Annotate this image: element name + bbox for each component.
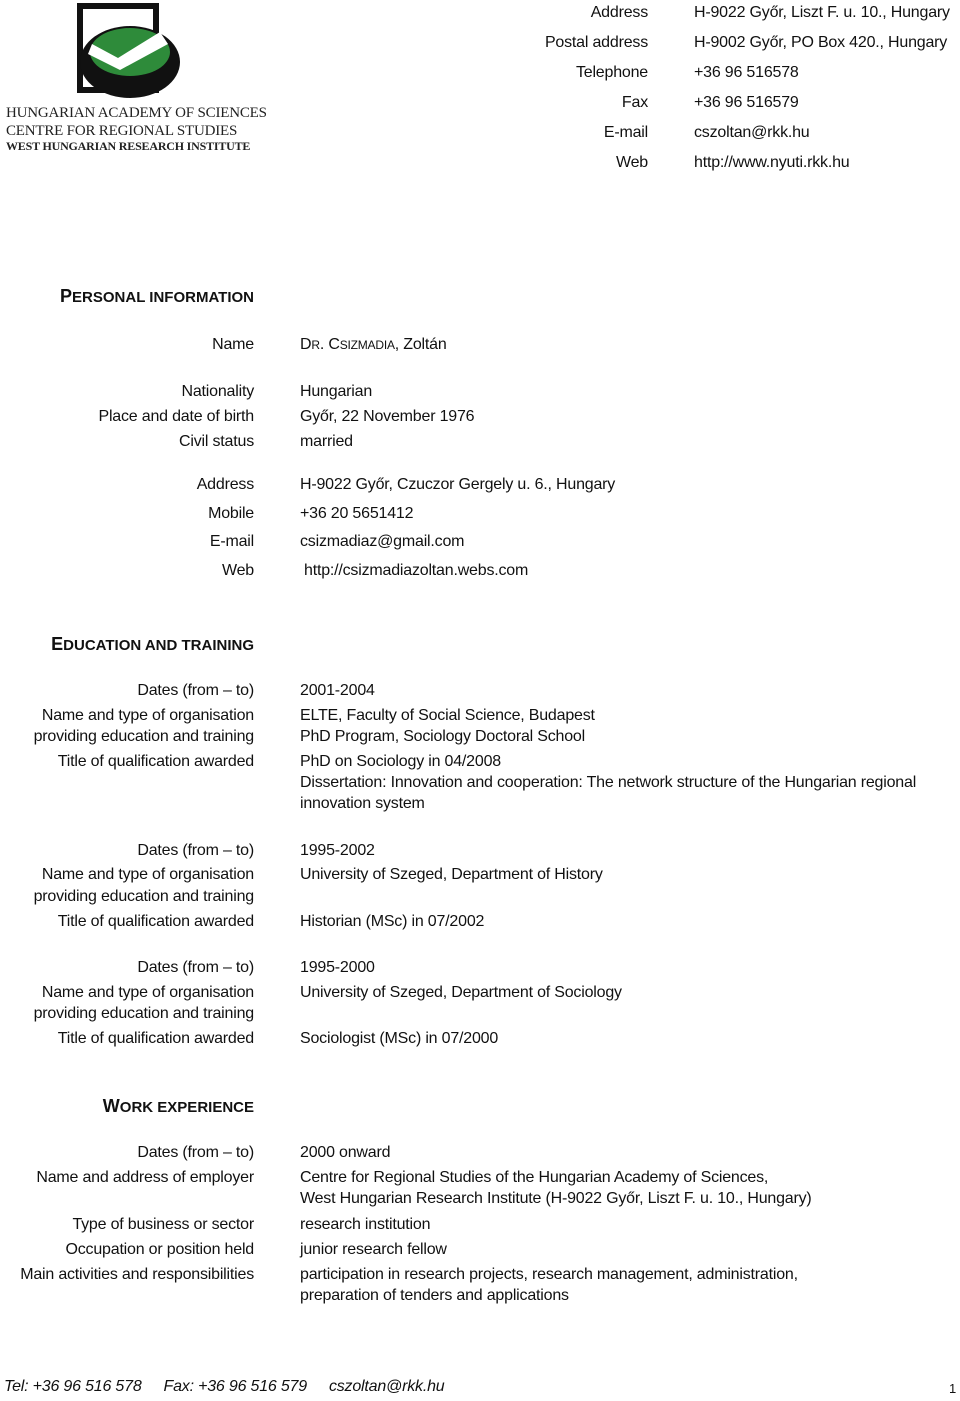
edu-org-label-2: providing education and training (33, 1005, 254, 1022)
sector-value: research institution (300, 1216, 431, 1233)
address-value: H-9022 Győr, Czuczor Gergely u. 6., Hungary (300, 476, 616, 493)
contact-value: +36 96 516578 (694, 64, 799, 81)
email-label: E-mail (209, 533, 254, 550)
email-link[interactable]: csizmadiaz@gmail.com (300, 533, 465, 550)
page-footer (4, 1378, 466, 1396)
edu-org-label: Name and type of organisation (41, 984, 254, 1001)
work-dates-value: 2000 onward (300, 1144, 391, 1161)
web-label: Web (221, 562, 254, 579)
contact-row (0, 31, 960, 55)
edu-org-label-2: providing education and training (33, 728, 254, 745)
edu-dates-label: Dates (from – to) (137, 682, 254, 699)
name-value: DR. CSIZMADIA, Zoltán (300, 336, 447, 353)
birth-value: Győr, 22 November 1976 (300, 408, 475, 425)
edu-org-value: University of Szeged, Department of History (300, 866, 603, 883)
section-title-personal: PERSONAL INFORMATION (60, 286, 254, 306)
edu-dates-label: Dates (from – to) (137, 959, 254, 976)
footer-tel: Tel: +36 96 516 578 (4, 1378, 142, 1395)
employer-value-2: West Hungarian Research Institute (H-9022 Győr, Liszt F. u. 10., Hungary) (300, 1190, 812, 1207)
activities-label: Main activities and responsibilities (20, 1266, 254, 1283)
contact-label: E-mail (603, 124, 648, 141)
address-label: Address (196, 476, 254, 493)
civil-status-value: married (300, 433, 353, 450)
contact-value: H-9002 Győr, PO Box 420., Hungary (694, 34, 948, 51)
contact-email-link[interactable]: cszoltan@rkk.hu (694, 124, 810, 141)
edu-qual-label: Title of qualification awarded (57, 753, 254, 770)
web-link[interactable]: http://csizmadiazoltan.webs.com (304, 562, 529, 579)
position-label: Occupation or position held (65, 1241, 254, 1258)
edu-org-label-2: providing education and training (33, 888, 254, 905)
footer-fax: Fax: +36 96 516 579 (163, 1378, 307, 1395)
employer-label: Name and address of employer (36, 1169, 254, 1186)
nationality-value: Hungarian (300, 383, 373, 400)
contact-row (0, 61, 960, 85)
page-number: 1 (948, 1381, 956, 1396)
org-name-line-2: CENTRE FOR REGIONAL STUDIES (6, 123, 238, 139)
org-name-line-1: HUNGARIAN ACADEMY OF SCIENCES (6, 105, 267, 121)
contact-row (0, 151, 960, 175)
edu-dates-label: Dates (from – to) (137, 842, 254, 859)
org-name-line-3: WEST HUNGARIAN RESEARCH INSTITUTE (6, 139, 251, 153)
activities-value: participation in research projects, research management, administration, (300, 1266, 798, 1283)
position-value: junior research fellow (300, 1241, 447, 1258)
mobile-value: +36 20 5651412 (300, 505, 414, 522)
edu-dissertation-note: Dissertation: Innovation and cooperation: The network structure of the Hungarian regional (300, 774, 917, 791)
edu-org-label: Name and type of organisation (41, 866, 254, 883)
edu-qual-label: Title of qualification awarded (57, 1030, 254, 1047)
contact-label: Address (590, 4, 648, 21)
section-title-education: EDUCATION AND TRAINING (51, 634, 254, 654)
contact-row (0, 121, 960, 145)
mobile-label: Mobile (208, 505, 254, 522)
edu-org-value: University of Szeged, Department of Sociology (300, 984, 622, 1001)
edu-dates-value: 1995-2000 (300, 959, 375, 976)
civil-status-label: Civil status (179, 433, 254, 450)
edu-qual-value: Sociologist (MSc) in 07/2000 (300, 1030, 499, 1047)
edu-org-value-2: PhD Program, Sociology Doctoral School (300, 728, 585, 745)
contact-label: Fax (621, 94, 648, 111)
contact-value: +36 96 516579 (694, 94, 799, 111)
section-title-work: WORK EXPERIENCE (102, 1096, 254, 1116)
contact-web-link[interactable]: http://www.nyuti.rkk.hu (694, 154, 850, 171)
name-label: Name (212, 336, 254, 353)
contact-value: H-9022 Győr, Liszt F. u. 10., Hungary (694, 4, 950, 21)
edu-dissertation-note-2: innovation system (300, 795, 425, 812)
nationality-label: Nationality (181, 383, 254, 400)
birth-label: Place and date of birth (98, 408, 254, 425)
contact-row (0, 1, 960, 25)
employer-value: Centre for Regional Studies of the Hungarian Academy of Sciences, (300, 1169, 769, 1186)
edu-qual-value: Historian (MSc) in 07/2002 (300, 913, 485, 930)
edu-qual-value: PhD on Sociology in 04/2008 (300, 753, 501, 770)
footer-email-link[interactable]: cszoltan@rkk.hu (328, 1378, 445, 1395)
contact-row (0, 91, 960, 115)
edu-dates-value: 1995-2002 (300, 842, 375, 859)
edu-qual-label: Title of qualification awarded (57, 913, 254, 930)
contact-label: Telephone (575, 64, 648, 81)
work-dates-label: Dates (from – to) (137, 1144, 254, 1161)
edu-org-value: ELTE, Faculty of Social Science, Budapest (300, 707, 595, 724)
sector-label: Type of business or sector (72, 1216, 254, 1233)
contact-label: Web (615, 154, 648, 171)
edu-org-label: Name and type of organisation (41, 707, 254, 724)
contact-label: Postal address (544, 34, 648, 51)
edu-dates-value: 2001-2004 (300, 682, 375, 699)
activities-value-2: preparation of tenders and applications (300, 1287, 569, 1304)
